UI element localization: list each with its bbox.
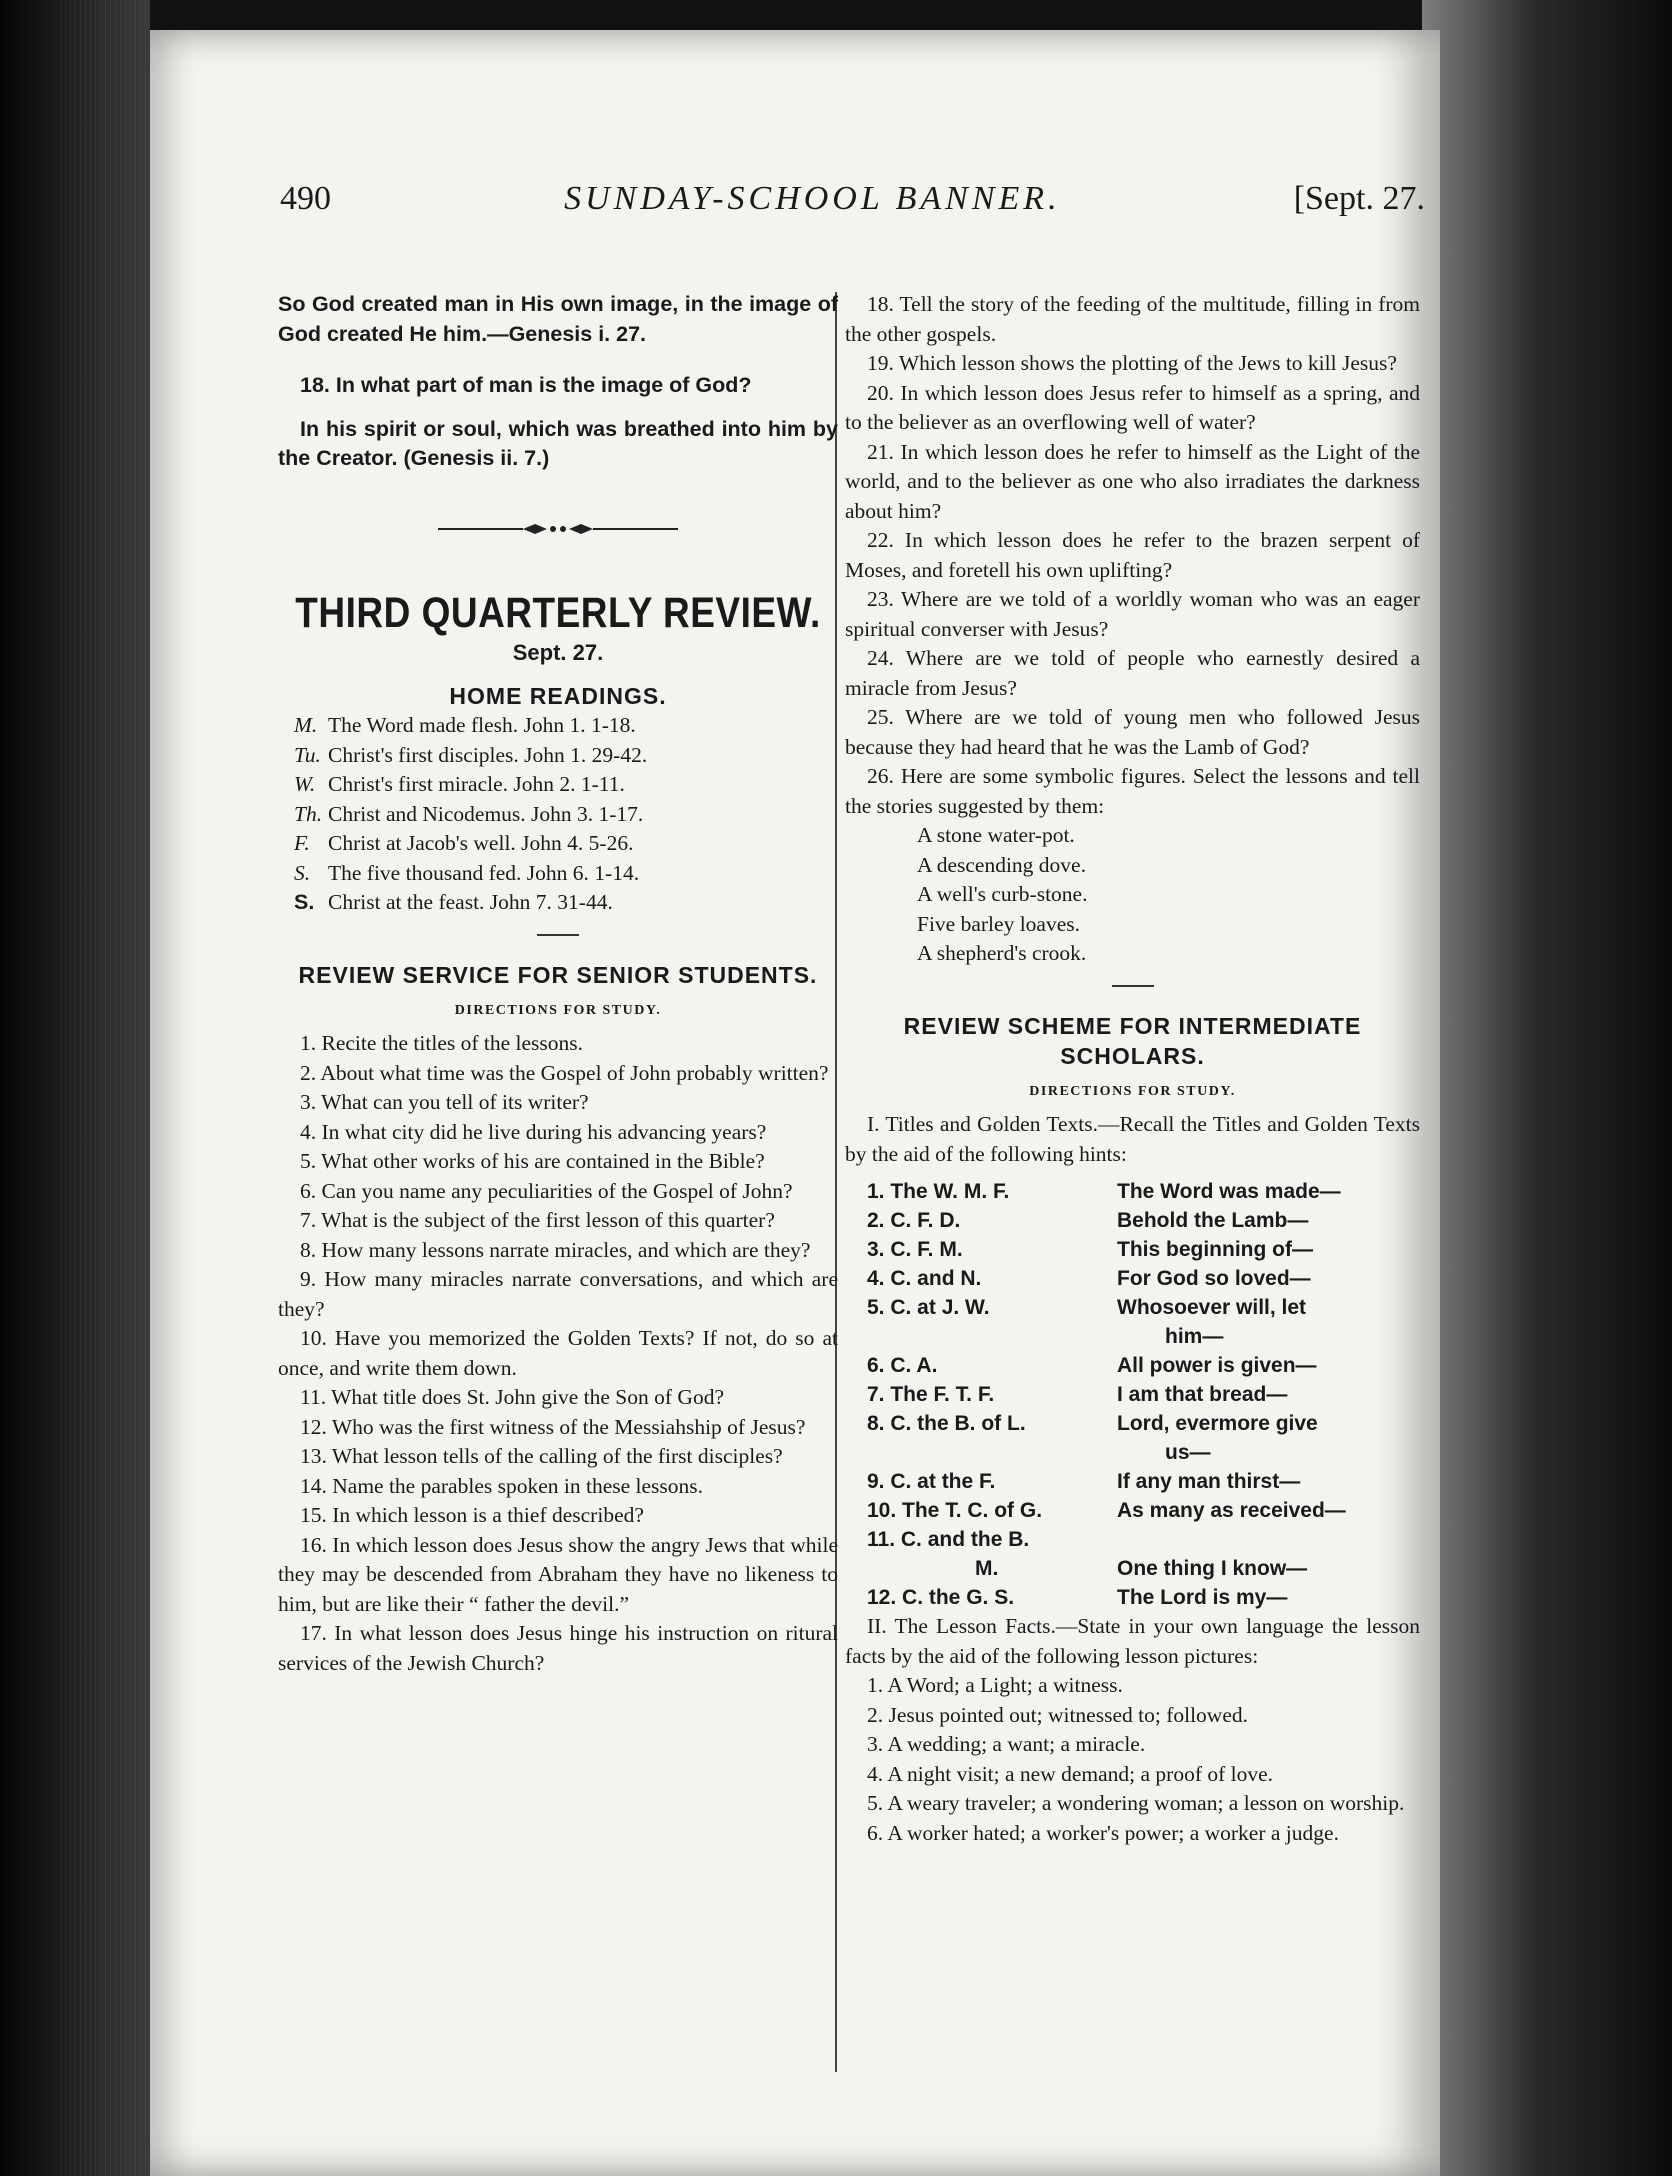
question-item: 15. In which lesson is a thief described? [300, 1503, 644, 1527]
question-item: 11. What title does St. John give the Son of God? [300, 1385, 724, 1409]
hint-row: 8. C. the B. of L. Lord, evermore give [867, 1412, 1318, 1435]
home-readings-title: HOME READINGS. [449, 683, 667, 709]
intermediate-directions: DIRECTIONS FOR STUDY. [1029, 1083, 1236, 1099]
hint-row: 12. C. the G. S. The Lord is my— [867, 1586, 1288, 1609]
page [150, 30, 1440, 2176]
question-item: 19. Which lesson shows the plotting of the Jews to kill Jesus? [867, 351, 1397, 375]
hint-row: 6. C. A. All power is given— [867, 1354, 1317, 1377]
book-page-edges [0, 0, 150, 2176]
question-item: 22. In which lesson does he refer to the brazen serpent of Moses, and foretell his own uplifting? [845, 528, 1420, 582]
hint-row: 1. The W. M. F. The Word was made— [867, 1180, 1341, 1203]
senior-questions-continued [845, 290, 1420, 821]
question-item: 21. In which lesson does he refer to himself as the Light of the world, and to the believer as one who also irradiates the darkness about him? [845, 439, 1420, 523]
hint-row: 2. C. F. D. Behold the Lamb— [867, 1209, 1309, 1232]
question-item: 7. What is the subject of the first lesson of this quarter? [300, 1208, 775, 1232]
page-header [280, 180, 1425, 240]
question-item: 3. What can you tell of its writer? [300, 1090, 589, 1114]
scripture-quote: So God created man in His own image, in the image of God created He him.—Genesis i. 27. [278, 292, 838, 346]
question-item: 18. Tell the story of the feeding of the multitude, filling in from the other gospels. [845, 292, 1420, 346]
page-number: 490 [280, 180, 331, 217]
part-two-intro: II. The Lesson Facts.—State in your own language the lesson facts by the aid of the following lesson pictures: [845, 1614, 1420, 1668]
fact-item: 5. A weary traveler; a wondering woman; a lesson on worship. [867, 1791, 1405, 1815]
home-readings-list [278, 711, 838, 918]
question-item: 2. About what time was the Gospel of John probably written? [300, 1060, 829, 1085]
hint-row: 11. C. and the B. [867, 1528, 1030, 1551]
question-item: 9. How many miracles narrate conversations, and which are they? [278, 1267, 838, 1321]
running-title: SUNDAY-SCHOOL BANNER. [564, 180, 1061, 217]
question-item: 23. Where are we told of a worldly woman who was an eager spiritual converser with Jesus? [845, 587, 1420, 641]
header-date: [Sept. 27. [1293, 180, 1425, 217]
figure-item: A well's curb-stone. [917, 882, 1088, 906]
right-column [845, 290, 1420, 1848]
reading-item: Tu. Christ's first disciples. John 1. 29-42. [294, 742, 648, 767]
figure-item: A stone water-pot. [917, 823, 1075, 847]
fact-item: 3. A wedding; a want; a miracle. [867, 1732, 1146, 1756]
question-item: 25. Where are we told of young men who followed Jesus because they had heard that he was the Lamb of God? [845, 705, 1420, 759]
question-item: 4. In what city did he live during his advancing years? [300, 1119, 767, 1144]
hint-row: 4. C. and N. For God so loved— [867, 1267, 1311, 1290]
reading-item: S. Christ at the feast. John 7. 31-44. [294, 890, 613, 914]
reading-item: F. Christ at Jacob's well. John 4. 5-26. [294, 831, 634, 855]
ornament-rule [278, 522, 838, 536]
fact-item: 2. Jesus pointed out; witnessed to; followed. [867, 1702, 1248, 1727]
hint-row: 7. The F. T. F. I am that bread— [867, 1383, 1288, 1406]
question-item: 8. How many lessons narrate miracles, and which are they? [300, 1237, 811, 1262]
lesson-facts [845, 1671, 1420, 1848]
hint-continuation: us— [1165, 1441, 1211, 1464]
question-item: 10. Have you memorized the Golden Texts? If not, do so at once, and write them down. [278, 1326, 838, 1380]
hint-continuation: him— [1165, 1325, 1224, 1348]
reading-item: M. The Word made flesh. John 1. 1-18. [294, 713, 636, 737]
question-item: 14. Name the parables spoken in these lessons. [300, 1473, 704, 1498]
question-item: 1. Recite the titles of the lessons. [300, 1031, 584, 1055]
fact-item: 6. A worker hated; a worker's power; a worker a judge. [867, 1820, 1339, 1845]
hint-row: 9. C. at the F. If any man thirst— [867, 1470, 1301, 1493]
reading-item: S. The five thousand fed. John 6. 1-14. [294, 860, 640, 885]
figure-item: A shepherd's crook. [917, 941, 1087, 965]
reading-item: Th. Christ and Nicodemus. John 3. 1-17. [294, 801, 644, 826]
senior-questions [278, 1029, 838, 1678]
golden-text-hints [845, 1177, 1420, 1612]
section-rule [537, 934, 579, 936]
review-title: THIRD QUARTERLY REVIEW. [295, 588, 821, 636]
senior-directions: DIRECTIONS FOR STUDY. [454, 1002, 662, 1018]
review-date: Sept. 27. [512, 639, 604, 665]
hint-row: 5. C. at J. W. Whosoever will, let [867, 1296, 1307, 1319]
question-item: 26. Here are some symbolic figures. Select the lessons and tell the stories suggested by them: [845, 764, 1420, 818]
question-item: 6. Can you name any peculiarities of the Gospel of John? [300, 1178, 793, 1203]
question-item: 16. In which lesson does Jesus show the angry Jews that while they may be descended from Abraham they have no likeness to him, but are like their “ father the devil.” [278, 1532, 838, 1616]
fact-item: 4. A night visit; a new demand; a proof of love. [867, 1761, 1274, 1786]
fact-item: 1. A Word; a Light; a witness. [867, 1673, 1123, 1697]
symbolic-figures [845, 821, 1420, 969]
question-item: 13. What lesson tells of the calling of the first disciples? [300, 1444, 783, 1468]
intermediate-section-title: REVIEW SCHEME FOR INTERMEDIATE SCHOLARS. [903, 1012, 1362, 1069]
figure-item: Five barley loaves. [917, 911, 1080, 936]
section-rule [1112, 985, 1154, 987]
senior-section-title: REVIEW SERVICE FOR SENIOR STUDENTS. [298, 961, 818, 988]
question-item: 12. Who was the first witness of the Messiahship of Jesus? [300, 1414, 806, 1439]
hint-row: M. One thing I know— [975, 1557, 1308, 1580]
answer-18-intro: In his spirit or soul, which was breathed into him by the Creator. (Genesis ii. 7.) [278, 416, 838, 470]
question-18-intro: 18. In what part of man is the image of God? [300, 373, 752, 397]
hint-row: 10. The T. C. of G. As many as received— [867, 1499, 1346, 1522]
question-item: 17. In what lesson does Jesus hinge his instruction on ritural services of the Jewish Church? [278, 1621, 838, 1675]
hint-row: 3. C. F. M. This beginning of— [867, 1238, 1313, 1261]
figure-item: A descending dove. [917, 852, 1086, 877]
part-one-intro: I. Titles and Golden Texts.—Recall the Titles and Golden Texts by the aid of the following hints: [845, 1112, 1420, 1166]
left-column [278, 290, 838, 1678]
question-item: 20. In which lesson does Jesus refer to himself as a spring, and to the believer as an overflowing well of water? [845, 380, 1420, 434]
question-item: 5. What other works of his are contained in the Bible? [300, 1149, 765, 1173]
question-item: 24. Where are we told of people who earnestly desired a miracle from Jesus? [845, 646, 1420, 700]
book-spine-shadow [1422, 0, 1672, 2176]
reading-item: W. Christ's first miracle. John 2. 1-11. [294, 772, 625, 796]
